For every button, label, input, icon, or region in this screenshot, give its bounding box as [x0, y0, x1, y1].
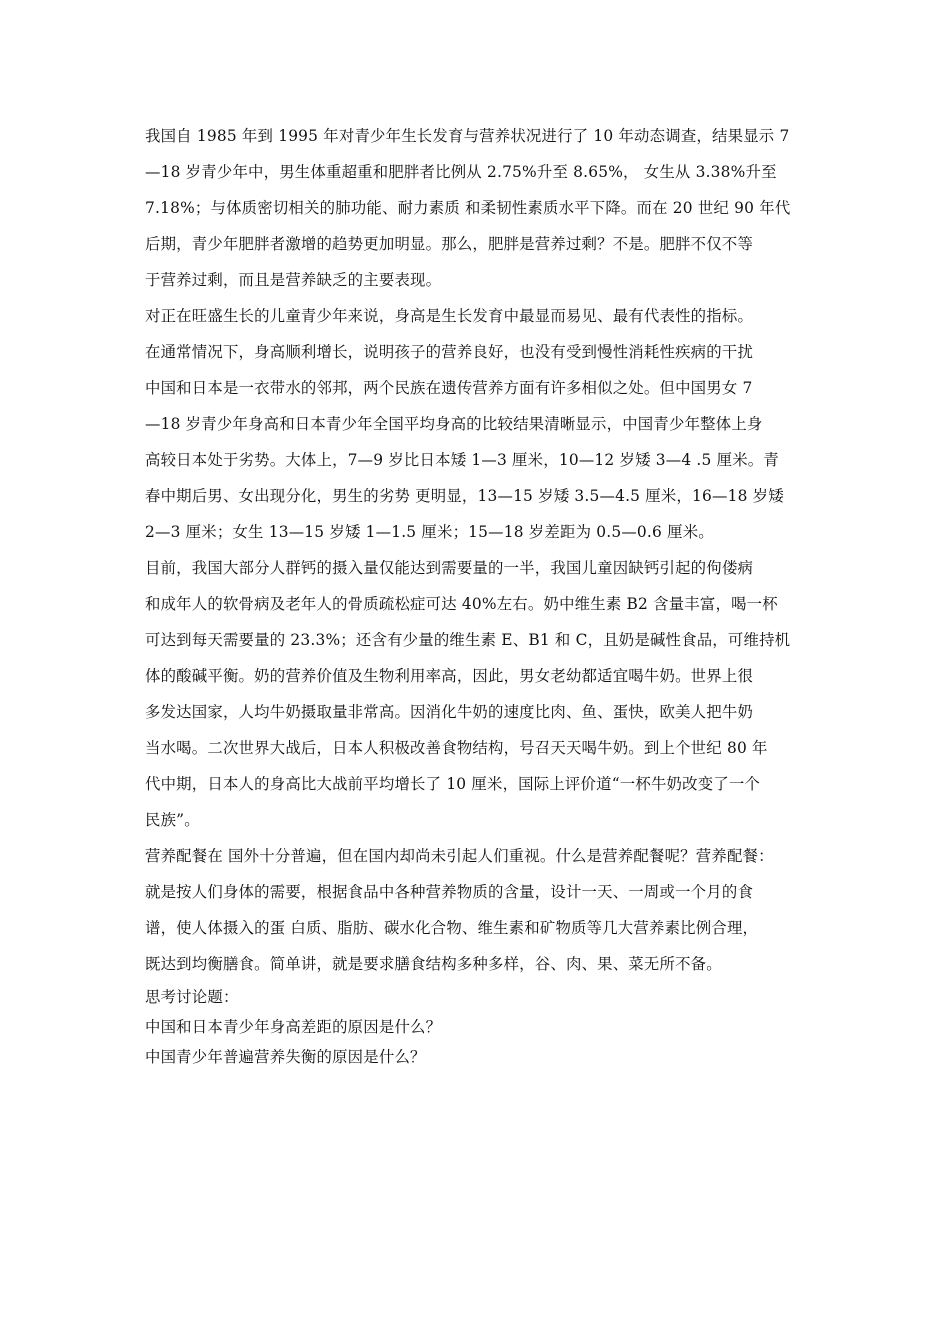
- text-line: 谱，使人体摄入的蛋 白质、脂肪、碳水化合物、维生素和矿物质等几大营养素比例合理，: [145, 919, 759, 937]
- text-line: —18 岁青少年中，男生体重超重和肥胖者比例从 2.75%升至 8.65%， 女生从 3.38%升至: [145, 163, 777, 181]
- text-line: 可达到每天需要量的 23.3%；还含有少量的维生素 E、B1 和 C，且奶是碱性食品，可维持机: [145, 631, 791, 649]
- text-line: 高较日本处于劣势。大体上，7—9 岁比日本矮 1—3 厘米，10—12 岁矮 3—4 .5 厘米。青: [145, 451, 779, 469]
- discussion-question: 中国青少年普遍营养失衡的原因是什么？: [145, 1048, 426, 1066]
- paragraph-obesity-survey: [145, 118, 815, 298]
- text-line: 春中期后男、女出现分化，男生的劣势 更明显，13—15 岁矮 3.5—4.5 厘米，16—18 岁矮: [145, 487, 784, 505]
- document-body: [145, 118, 815, 1072]
- text-line: 营养配餐在 国外十分普遍，但在国内却尚未引起人们重视。什么是营养配餐呢？营养配餐：: [145, 847, 774, 865]
- text-line: 既达到均衡膳食。简单讲，就是要求膳食结构多种多样，谷、肉、果、菜无所不备。: [145, 955, 722, 973]
- text-line: 7.18%；与体质密切相关的肺功能、耐力素质 和柔韧性素质水平下降。而在 20 世纪 90 年代: [145, 199, 791, 217]
- text-line: 就是按人们身体的需要，根据食品中各种营养物质的含量，设计一天、一周或一个月的食: [145, 883, 754, 901]
- text-line: 于营养过剩，而且是营养缺乏的主要表现。: [145, 271, 442, 289]
- text-line: 中国和日本是一衣带水的邻邦，两个民族在遗传营养方面有许多相似之处。但中国男女 7: [145, 379, 753, 397]
- text-line: 目前，我国大部分人群钙的摄入量仅能达到需要量的一半，我国儿童因缺钙引起的佝偻病: [145, 559, 754, 577]
- text-line: 我国自 1985 年到 1995 年对青少年生长发育与营养状况进行了 10 年动态调查，结果显示 7: [145, 127, 790, 145]
- paragraph-china-japan-height: [145, 370, 815, 550]
- paragraph-calcium-milk: [145, 550, 815, 838]
- discussion-section: [145, 982, 815, 1072]
- discussion-heading: 思考讨论题：: [145, 988, 239, 1006]
- paragraph-height-indicator: [145, 298, 815, 370]
- text-line: 2—3 厘米；女生 13—15 岁矮 1—1.5 厘米；15—18 岁差距为 0.5—0.6 厘米。: [145, 523, 714, 541]
- discussion-question: 中国和日本青少年身高差距的原因是什么？: [145, 1018, 442, 1036]
- text-line: 多发达国家，人均牛奶摄取量非常高。因消化牛奶的速度比肉、鱼、蛋快，欧美人把牛奶: [145, 703, 754, 721]
- text-line: 和成年人的软骨病及老年人的骨质疏松症可达 40%左右。奶中维生素 B2 含量丰富，喝一杯: [145, 595, 778, 613]
- text-line: 在通常情况下，身高顺利增长，说明孩子的营养良好，也没有受到慢性消耗性疾病的干扰: [145, 343, 754, 361]
- paragraph-nutrition-catering: [145, 838, 815, 982]
- text-line: —18 岁青少年身高和日本青少年全国平均身高的比较结果清晰显示，中国青少年整体上身: [145, 415, 763, 433]
- text-line: 后期，青少年肥胖者激增的趋势更加明显。那么，肥胖是营养过剩？不是。肥胖不仅不等: [145, 235, 754, 253]
- text-line: 体的酸碱平衡。奶的营养价值及生物利用率高，因此，男女老幼都适宜喝牛奶。世界上很: [145, 667, 754, 685]
- text-line: 民族”。: [145, 811, 200, 829]
- text-line: 代中期，日本人的身高比大战前平均增长了 10 厘米，国际上评价道“一杯牛奶改变了一个: [145, 775, 761, 793]
- text-line: 当水喝。二次世界大战后，日本人积极改善食物结构，号召天天喝牛奶。到上个世纪 80 年: [145, 739, 768, 757]
- text-line: 对正在旺盛生长的儿童青少年来说，身高是生长发育中最显而易见、最有代表性的指标。: [145, 307, 754, 325]
